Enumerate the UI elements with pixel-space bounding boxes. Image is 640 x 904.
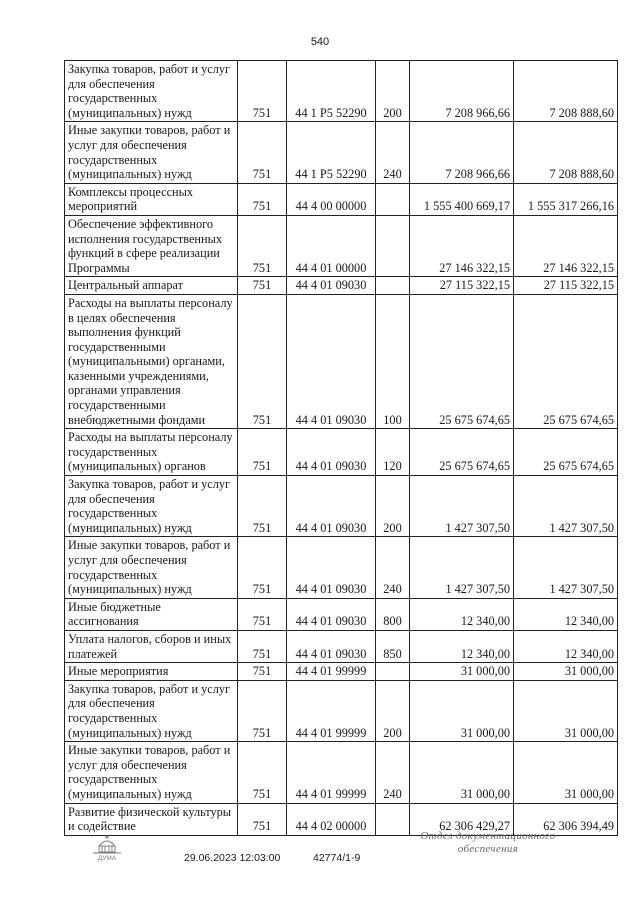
row-csr: 44 4 01 09030 — [287, 598, 376, 630]
table-row — [65, 537, 618, 598]
table-row — [65, 277, 618, 295]
row-sum-1: 27 146 322,15 — [410, 215, 514, 276]
row-sum-1: 1 555 400 669,17 — [410, 183, 514, 215]
stamp-line-2: обеспечения — [457, 843, 519, 855]
row-csr: 44 4 01 09030 — [287, 537, 376, 598]
row-name: Центральный аппарат — [65, 277, 238, 295]
row-name: Иные мероприятия — [65, 663, 238, 681]
row-name: Закупка товаров, работ и услуг для обеспечения государственных (муниципальных) нужд — [65, 476, 238, 537]
row-sum-2: 25 675 674,65 — [514, 429, 618, 476]
row-ved: 751 — [238, 61, 287, 122]
emblem-label: ДУМА — [97, 855, 117, 862]
row-sum-2: 1 427 307,50 — [514, 476, 618, 537]
row-csr: 44 4 01 09030 — [287, 429, 376, 476]
row-sum-1: 62 306 429,27 — [410, 803, 514, 835]
row-vr — [376, 215, 410, 276]
row-sum-2: 27 146 322,15 — [514, 215, 618, 276]
row-sum-1: 12 340,00 — [410, 598, 514, 630]
row-name: Иные бюджетные ассигнования — [65, 598, 238, 630]
row-name: Обеспечение эффективного исполнения государственных функций в сфере реализации Программы — [65, 215, 238, 276]
row-vr — [376, 183, 410, 215]
row-ved: 751 — [238, 215, 287, 276]
row-csr: 44 4 01 09030 — [287, 294, 376, 428]
row-vr: 200 — [376, 61, 410, 122]
row-ved: 751 — [238, 680, 287, 741]
row-csr: 44 4 01 99999 — [287, 680, 376, 741]
row-sum-1: 31 000,00 — [410, 742, 514, 803]
row-ved: 751 — [238, 476, 287, 537]
row-csr: 44 4 00 00000 — [287, 183, 376, 215]
footer-doc-code: 42774/1-9 — [313, 852, 361, 864]
row-name: Иные закупки товаров, работ и услуг для обеспечения государственных (муниципальных) нужд — [65, 742, 238, 803]
row-sum-2: 31 000,00 — [514, 680, 618, 741]
row-csr: 44 4 01 09030 — [287, 277, 376, 295]
row-vr: 120 — [376, 429, 410, 476]
table-row — [65, 630, 618, 662]
duma-emblem-icon — [86, 832, 128, 867]
row-ved: 751 — [238, 742, 287, 803]
row-ved: 751 — [238, 294, 287, 428]
row-csr: 44 4 01 09030 — [287, 476, 376, 537]
row-name: Закупка товаров, работ и услуг для обеспечения государственных (муниципальных) нужд — [65, 680, 238, 741]
row-sum-2: 31 000,00 — [514, 663, 618, 681]
row-ved: 751 — [238, 122, 287, 183]
table-row — [65, 183, 618, 215]
row-vr: 240 — [376, 537, 410, 598]
row-sum-2: 7 208 888,60 — [514, 122, 618, 183]
footer-datetime: 29.06.2023 12:03:00 — [184, 852, 281, 864]
row-ved: 751 — [238, 803, 287, 835]
row-ved: 751 — [238, 183, 287, 215]
row-vr: 100 — [376, 294, 410, 428]
row-name: Иные закупки товаров, работ и услуг для обеспечения государственных (муниципальных) нужд — [65, 537, 238, 598]
row-csr: 44 4 02 00000 — [287, 803, 376, 835]
row-vr: 200 — [376, 680, 410, 741]
row-vr: 240 — [376, 742, 410, 803]
row-sum-1: 7 208 966,66 — [410, 61, 514, 122]
row-name: Расходы на выплаты персоналу в целях обеспечения выполнения функций государственными (муниципальными) органами, казенными учреждениями, органами управления государственными внебюджетными фондами — [65, 294, 238, 428]
row-csr: 44 4 01 99999 — [287, 742, 376, 803]
table-row — [65, 215, 618, 276]
row-sum-1: 12 340,00 — [410, 630, 514, 662]
row-sum-1: 25 675 674,65 — [410, 429, 514, 476]
table-row — [65, 61, 618, 122]
row-sum-2: 1 555 317 266,16 — [514, 183, 618, 215]
page-number: 540 — [310, 36, 330, 48]
row-sum-1: 31 000,00 — [410, 680, 514, 741]
table-row — [65, 742, 618, 803]
row-sum-1: 1 427 307,50 — [410, 537, 514, 598]
row-ved: 751 — [238, 277, 287, 295]
row-sum-2: 12 340,00 — [514, 630, 618, 662]
row-sum-2: 31 000,00 — [514, 742, 618, 803]
row-csr: 44 1 Р5 52290 — [287, 61, 376, 122]
row-vr — [376, 663, 410, 681]
row-csr: 44 1 Р5 52290 — [287, 122, 376, 183]
row-ved: 751 — [238, 663, 287, 681]
row-csr: 44 4 01 00000 — [287, 215, 376, 276]
row-vr: 800 — [376, 598, 410, 630]
table-row — [65, 429, 618, 476]
row-vr — [376, 277, 410, 295]
row-name: Закупка товаров, работ и услуг для обеспечения государственных (муниципальных) нужд — [65, 61, 238, 122]
row-name: Иные закупки товаров, работ и услуг для обеспечения государственных (муниципальных) нужд — [65, 122, 238, 183]
row-sum-2: 1 427 307,50 — [514, 537, 618, 598]
row-sum-1: 7 208 966,66 — [410, 122, 514, 183]
row-sum-2: 25 675 674,65 — [514, 294, 618, 428]
row-name: Расходы на выплаты персоналу государственных (муниципальных) органов — [65, 429, 238, 476]
row-ved: 751 — [238, 630, 287, 662]
budget-table — [64, 60, 618, 836]
table-row — [65, 663, 618, 681]
row-sum-1: 27 115 322,15 — [410, 277, 514, 295]
row-ved: 751 — [238, 537, 287, 598]
row-vr: 850 — [376, 630, 410, 662]
table-row — [65, 598, 618, 630]
row-name: Уплата налогов, сборов и иных платежей — [65, 630, 238, 662]
row-sum-2: 12 340,00 — [514, 598, 618, 630]
stamp-line-1: Отдел документационного — [420, 830, 556, 842]
table-row — [65, 122, 618, 183]
row-vr — [376, 803, 410, 835]
row-name: Комплексы процессных мероприятий — [65, 183, 238, 215]
row-csr: 44 4 01 09030 — [287, 630, 376, 662]
row-sum-1: 31 000,00 — [410, 663, 514, 681]
row-name: Развитие физической культуры и содействие — [65, 803, 238, 835]
row-sum-2: 62 306 394,49 — [514, 803, 618, 835]
row-ved: 751 — [238, 429, 287, 476]
table-row — [65, 680, 618, 741]
row-csr: 44 4 01 99999 — [287, 663, 376, 681]
table-row — [65, 476, 618, 537]
row-sum-1: 1 427 307,50 — [410, 476, 514, 537]
department-stamp — [408, 830, 568, 856]
row-ved: 751 — [238, 598, 287, 630]
row-sum-2: 27 115 322,15 — [514, 277, 618, 295]
row-vr: 240 — [376, 122, 410, 183]
table-row — [65, 294, 618, 428]
row-vr: 200 — [376, 476, 410, 537]
row-sum-1: 25 675 674,65 — [410, 294, 514, 428]
row-sum-2: 7 208 888,60 — [514, 61, 618, 122]
